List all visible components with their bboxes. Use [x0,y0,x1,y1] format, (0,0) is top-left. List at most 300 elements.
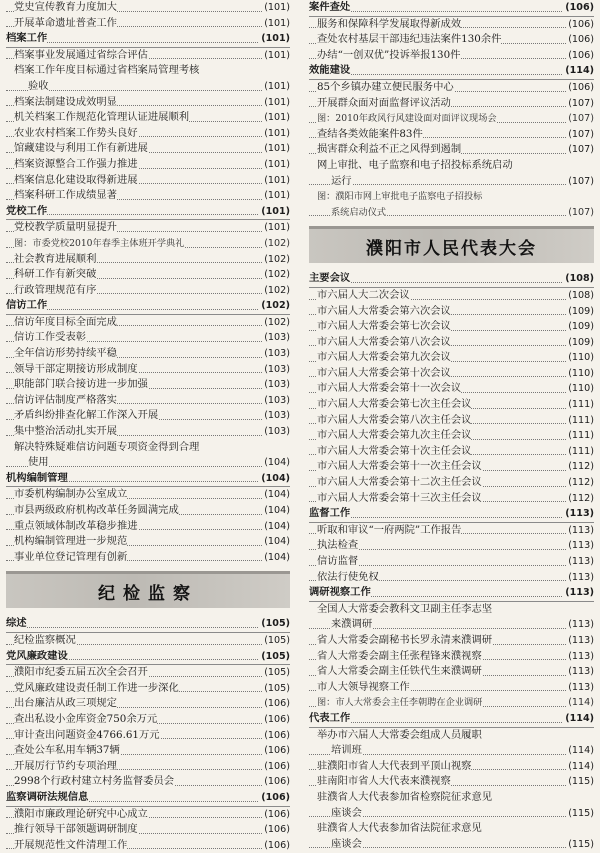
toc-page-number: (110) [566,366,594,382]
toc-entry-title: 市六届人大常委会第九次会议 [317,351,451,364]
toc-entry [309,444,594,460]
toc-entry [309,523,594,539]
toc-page-number: (101) [262,16,290,32]
toc-page-number: (113) [566,538,594,554]
toc-section-heading [309,63,594,80]
toc-entry-title: 市六届人大常委会第十次主任会议 [317,444,472,457]
toc-entry [309,48,594,64]
toc-entry-continuation [309,806,594,822]
toc-list-left-top [6,0,290,565]
toc-entry [6,681,290,697]
toc-section-heading [6,471,290,488]
toc-page-number: (106) [566,32,594,48]
toc-entry-title: 案件查处 [309,1,351,13]
toc-page-number: (105) [262,681,290,697]
toc-entry-title: 驻濮省人大代表参加省法院征求意见 [317,822,482,835]
toc-entry-title: 办结“一创双优”投诉举报130件 [317,48,461,61]
toc-entry-title: 党风廉政建设 [6,649,68,662]
toc-entry [6,188,290,204]
toc-page-number: (101) [262,141,290,157]
toc-section-heading [309,271,594,288]
toc-page-number: (115) [566,806,594,822]
toc-entry-title: 图：市委党校2010年春季主体班开学典礼 [14,237,185,249]
toc-entry [6,267,290,283]
toc-page-number: (102) [262,283,290,299]
toc-entry-title: 服务和保障科学发展取得新成效 [317,17,462,30]
toc-page-number: (113) [563,506,594,522]
toc-entry-title: 查处农村基层干部违纪违法案件130余件 [317,33,502,46]
toc-section-heading [6,31,290,48]
toc-entry [6,110,290,126]
toc-page-number: (102) [262,267,290,283]
toc-entry-title: 开展群众面对面监督评议活动 [317,96,451,109]
toc-page-number: (112) [566,459,594,475]
toc-page-number: (109) [566,304,594,320]
toc-page-number: (104) [262,534,290,550]
toc-entry [309,366,594,382]
toc-entry-title: 机构编制管理 [6,471,68,484]
toc-entry-title: 事业单位登记管理有创新 [14,550,128,563]
toc-section-heading [6,616,290,633]
toc-entry [6,838,290,853]
toc-page-number: (101) [262,79,290,95]
toc-entry-title: 依法行使免权 [317,570,379,583]
toc-page-number: (102) [262,252,290,268]
toc-entry-title: 市六届人大常委会第十三次主任会议 [317,491,482,504]
toc-entry [309,158,594,174]
toc-entry [309,32,594,48]
toc-page-number: (107) [566,96,594,112]
toc-page-number: (102) [259,298,290,314]
toc-entry [309,633,594,649]
toc-entry-title: 图：2010年政风行风建设面对面评议现场会 [317,113,497,125]
toc-entry [6,95,290,111]
toc-entry [6,126,290,142]
toc-page-number: (114) [566,759,594,775]
toc-page-number: (114) [563,711,594,727]
toc-page-number: (111) [566,397,594,413]
toc-entry [309,17,594,33]
toc-entry [6,408,290,424]
toc-entry-title: 损害群众利益不正之风得到遏制 [317,143,462,156]
toc-entry [6,346,290,362]
toc-entry-title: 驻濮阳市省人大代表到平顶山视察 [317,759,472,772]
toc-entry-title: 开展革命遗址普查工作 [14,16,117,29]
toc-page-number: (107) [566,142,594,158]
toc-entry [309,413,594,429]
toc-entry [309,111,594,127]
toc-entry [309,397,594,413]
toc-page-number: (112) [566,475,594,491]
toc-page-number: (108) [566,288,594,304]
toc-entry-title: 党风廉政建设责任制工作进一步深化 [14,681,179,694]
toc-entry-title: 濮阳市廉政理论研究中心成立 [14,807,148,820]
toc-page-number: (101) [262,220,290,236]
toc-entry-title: 驻濮省人大代表参加省检察院征求意见 [317,790,493,803]
toc-entry-title: 审计查出问题资金4766.61万元 [14,728,160,741]
toc-list-right-bottom [309,271,594,852]
toc-entry-title: 查结各类效能案件83件 [317,127,423,140]
toc-entry-title: 座谈会 [331,806,362,819]
toc-entry-title: 市六届人大二次会议 [317,288,410,301]
toc-entry-title: 省人大常委会副主任张程锋来濮视察 [317,649,482,662]
toc-entry-title: 机构编制管理进一步规范 [14,535,128,548]
toc-entry-title: 执法检查 [317,539,359,552]
toc-section-heading [309,711,594,728]
toc-page-number: (104) [262,519,290,535]
toc-entry [309,790,594,806]
toc-page-number: (105) [259,616,290,632]
toc-page-number: (103) [262,362,290,378]
toc-page-number: (114) [566,743,594,759]
toc-entry [6,220,290,236]
toc-page-number: (104) [262,455,290,471]
toc-entry-title: 市六届人大常委会第八次主任会议 [317,413,472,426]
toc-page-number: (106) [262,807,290,823]
toc-entry [6,362,290,378]
toc-entry [309,664,594,680]
toc-entry-title: 出台廉洁从政三项规定 [14,697,117,710]
toc-page-number: (113) [566,633,594,649]
toc-entry-title: 来濮调研 [331,618,373,631]
toc-page-number: (101) [259,204,290,220]
toc-entry-title: 网上审批、电子监察和电子招投标系统启动 [317,158,513,171]
toc-entry-title: 代表工作 [309,711,351,724]
toc-entry-title: 查出私设小金库资金750余万元 [14,712,158,725]
toc-entry [6,696,290,712]
toc-entry [309,695,594,711]
toc-page-number: (114) [566,695,594,711]
toc-entry [309,304,594,320]
toc-entry [309,475,594,491]
toc-page-number: (103) [262,377,290,393]
toc-page-number: (101) [262,0,290,16]
toc-entry-title: 信访工作 [6,299,48,312]
toc-entry-title: 信访监督 [317,555,359,567]
toc-entry [6,315,290,331]
toc-entry [6,712,290,728]
toc-entry [309,127,594,143]
toc-entry-continuation [6,79,290,95]
toc-entry [309,491,594,507]
toc-entry-title: 市人大领导视察工作 [317,680,410,693]
toc-entry [6,141,290,157]
toc-page-number: (105) [259,649,290,665]
toc-page-number: (113) [566,649,594,665]
toc-page-number: (112) [566,491,594,507]
toc-page-number: (113) [566,523,594,539]
toc-entry-title: 图：市人大常委会主任李朝聘在企业调研 [317,697,483,709]
toc-page-number: (101) [262,173,290,189]
toc-entry [309,759,594,775]
toc-entry-title: 运行 [331,174,352,187]
toc-entry-title: 市县两级政府机构改革任务圆满完成 [14,504,179,516]
toc-entry-title: 行政管理规范有序 [14,283,97,296]
toc-page-number: (113) [566,664,594,680]
toc-entry [6,487,290,503]
toc-entry [6,0,290,16]
toc-section-heading [6,204,290,221]
toc-page-number: (107) [566,111,594,127]
toc-entry-continuation [309,837,594,853]
toc-entry [6,550,290,566]
toc-entry [6,774,290,790]
toc-entry [309,80,594,96]
toc-entry-title: 党校教学质量明显提升 [14,221,117,234]
toc-entry-title: 使用 [28,456,49,469]
toc-entry-title: 省人大常委会副主任铁代生来濮调研 [317,665,482,678]
toc-entry [6,534,290,550]
toc-entry [309,142,594,158]
toc-entry-title: 调研视察工作 [309,586,371,599]
toc-page-number: (101) [262,110,290,126]
toc-entry-title: 档案资源整合工作强力推进 [14,157,138,170]
toc-entry [6,283,290,299]
toc-entry-title: 科研工作有新突破 [14,268,97,281]
toc-entry [6,393,290,409]
toc-page-number: (113) [566,617,594,633]
toc-entry-title: 农业农村档案工作势头良好 [14,126,138,139]
toc-entry [309,350,594,366]
toc-entry-title: 市六届人大常委会第十次会议 [317,366,451,379]
toc-page-number: (110) [566,350,594,366]
toc-entry-title: 开展规范性文件清理工作 [14,838,128,851]
toc-entry [309,570,594,586]
toc-entry-title: 社会教育进展顺利 [14,252,97,265]
toc-entry-title: 领导干部定期接访形成制度 [14,362,138,375]
toc-section-heading [6,298,290,315]
toc-entry [6,157,290,173]
toc-entry-title: 举办市六届人大常委会组成人员履职 [317,728,482,741]
toc-page-number: (111) [566,428,594,444]
toc-entry-title: 信访工作受表彰 [14,331,87,344]
toc-entry [309,554,594,570]
toc-entry-continuation [309,743,594,759]
toc-entry [6,377,290,393]
toc-page-number: (105) [262,665,290,681]
toc-entry-title: 市六届人大常委会第十一次主任会议 [317,460,482,473]
toc-entry [6,519,290,535]
toc-entry [6,252,290,268]
toc-entry-title: 图：濮阳市网上审批电子监察电子招投标 [317,191,483,203]
toc-page-number: (101) [262,48,290,64]
toc-page-number: (109) [566,335,594,351]
toc-page-number: (102) [262,315,290,331]
toc-entry-title: 职能部门联合接访进一步加强 [14,378,148,391]
toc-page-number: (106) [566,17,594,33]
toc-entry-continuation [309,174,594,190]
toc-entry [309,189,594,205]
toc-entry [6,807,290,823]
toc-entry-title: 市六届人大常委会第八次会议 [317,335,451,348]
toc-entry-title: 开展厉行节约专项治理 [14,759,117,772]
toc-entry-title: 矛盾纠纷排查化解工作深入开展 [14,409,159,422]
toc-page-number: (106) [259,790,290,806]
toc-entry-title: 市六届人大常委会第七次会议 [317,320,451,333]
toc-column-right [309,0,594,850]
toc-entry-continuation [309,205,594,221]
toc-page-number: (106) [262,696,290,712]
toc-entry [6,236,290,252]
section-banner-peoples-congress: 濮阳市人民代表大会 [309,226,594,263]
toc-page-number: (106) [566,80,594,96]
toc-entry [6,173,290,189]
toc-entry-title: 市六届人大常委会第六次会议 [317,304,451,317]
toc-page-number: (113) [563,585,594,601]
toc-entry-title: 集中整治活动扎实开展 [14,425,117,438]
toc-page-number: (106) [262,822,290,838]
toc-page-number: (106) [563,0,594,16]
toc-page-number: (107) [566,205,594,221]
toc-page-number: (109) [566,319,594,335]
toc-entry-title: 2998个行政村建立村务监督委员会 [14,775,175,788]
toc-entry-title: 档案工作 [6,32,48,45]
toc-entry-title: 纪检监察概况 [14,633,76,646]
toc-entry-title: 综述 [6,617,27,630]
toc-entry [6,440,290,456]
toc-entry [309,728,594,744]
toc-page-number: (106) [262,838,290,853]
toc-page-number: (104) [262,487,290,503]
toc-entry-title: 效能建设 [309,64,351,77]
toc-entry-title: 档案信息化建设取得新进展 [14,173,138,186]
toc-page-number: (113) [566,570,594,586]
toc-entry-title: 市六届人大常委会第十一次会议 [317,382,462,395]
toc-entry [309,680,594,696]
toc-entry-title: 85个乡镇办建立便民服务中心 [317,80,454,93]
toc-entry [6,822,290,838]
toc-entry-title: 馆藏建设与利用工作有新进展 [14,142,148,155]
toc-page-number: (103) [262,424,290,440]
toc-entry-title: 重点领域体制改革稳步推进 [14,519,138,532]
toc-entry [6,424,290,440]
toc-entry-title: 市六届人大常委会第十二次主任会议 [317,476,482,489]
toc-entry-title: 党史宣传教育力度加大 [14,1,117,13]
toc-entry-title: 查处公车私用车辆37辆 [14,744,120,757]
toc-entry [6,743,290,759]
toc-entry [309,821,594,837]
toc-page-number: (114) [563,63,594,79]
toc-page-number: (104) [259,471,290,487]
toc-entry-title: 档案事业发展通过省综合评估 [14,48,148,61]
toc-page-number: (101) [259,31,290,47]
toc-column-left [6,0,290,851]
toc-page-number: (103) [262,393,290,409]
toc-entry [6,503,290,519]
toc-entry [6,728,290,744]
toc-entry-title: 监察调研法规信息 [6,790,89,803]
toc-page-number: (107) [566,174,594,190]
toc-entry [6,665,290,681]
toc-entry-title: 党校工作 [6,204,48,217]
toc-page-number: (103) [262,408,290,424]
toc-page-number: (111) [566,413,594,429]
toc-page-number: (110) [566,381,594,397]
toc-entry [6,633,290,649]
toc-entry [309,288,594,304]
toc-page-number: (105) [262,633,290,649]
toc-page-number: (106) [262,759,290,775]
toc-entry-title: 市六届人大常委会第九次主任会议 [317,429,472,442]
toc-entry-continuation [6,455,290,471]
toc-page-number: (115) [566,774,594,790]
toc-entry-title: 濮阳市纪委五届五次全会召开 [14,666,148,679]
toc-page-number: (101) [262,188,290,204]
toc-entry [309,459,594,475]
toc-entry-title: 解决特殊疑难信访问题专项资金得到合理 [14,440,200,453]
toc-entry [309,428,594,444]
toc-entry-title: 省人大常委会副秘书长罗永清来濮调研 [317,633,493,646]
toc-entry-title: 系统启动仪式 [331,206,387,218]
toc-section-heading [6,790,290,807]
toc-entry [309,774,594,790]
toc-list-left-bottom [6,616,290,853]
toc-entry-title: 市六届人大常委会第七次主任会议 [317,398,472,411]
toc-page-number: (113) [566,680,594,696]
toc-page-number: (106) [262,743,290,759]
toc-page-number: (106) [262,774,290,790]
toc-entry [6,48,290,64]
toc-entry-title: 信访评估制度严格落实 [14,393,117,406]
toc-page-number: (102) [262,236,290,252]
toc-entry-title: 主要会议 [309,272,351,285]
toc-page-number: (104) [262,503,290,519]
toc-page-number: (115) [566,837,594,853]
toc-page-number: (101) [262,95,290,111]
toc-entry-title: 验收 [28,79,49,92]
toc-page-number: (106) [262,712,290,728]
toc-section-heading [309,506,594,523]
section-banner-discipline-inspection: 纪检监察 [6,571,290,608]
toc-entry [6,330,290,346]
toc-entry [6,16,290,32]
toc-entry [309,649,594,665]
toc-section-heading [309,585,594,602]
toc-entry-title: 培训班 [331,744,362,757]
toc-entry [6,759,290,775]
toc-entry-title: 市委机构编制办公室成立 [14,488,128,501]
toc-page-number: (106) [262,728,290,744]
toc-entry-title: 听取和审议“一府两院”工作报告 [317,523,462,536]
toc-page-number: (107) [566,127,594,143]
toc-entry-title: 推行领导干部领题调研制度 [14,823,138,836]
toc-page-number: (103) [262,330,290,346]
toc-entry [309,96,594,112]
toc-section-heading [6,649,290,666]
toc-list-right-top [309,0,594,220]
toc-entry [309,319,594,335]
toc-entry [309,538,594,554]
toc-page-number: (101) [262,126,290,142]
toc-entry-title: 全年信访形势持续平稳 [14,347,117,360]
toc-entry-title: 驻南阳市省人大代表来濮视察 [317,775,451,788]
toc-page-number: (113) [566,554,594,570]
toc-page-number: (106) [566,48,594,64]
toc-entry-title: 全国人大常委会教科文卫副主任李志坚 [317,602,493,615]
toc-page-number: (104) [262,550,290,566]
toc-entry [309,602,594,618]
toc-entry [309,335,594,351]
toc-entry [309,381,594,397]
toc-entry [6,63,290,79]
toc-entry-title: 档案科研工作成绩显著 [14,189,117,202]
toc-entry-title: 座谈会 [331,837,362,850]
toc-page-number: (108) [563,271,594,287]
toc-entry-title: 档案法制建设成效明显 [14,95,117,108]
toc-entry-title: 监督工作 [309,507,351,520]
toc-page-number: (103) [262,346,290,362]
toc-page-number: (101) [262,157,290,173]
